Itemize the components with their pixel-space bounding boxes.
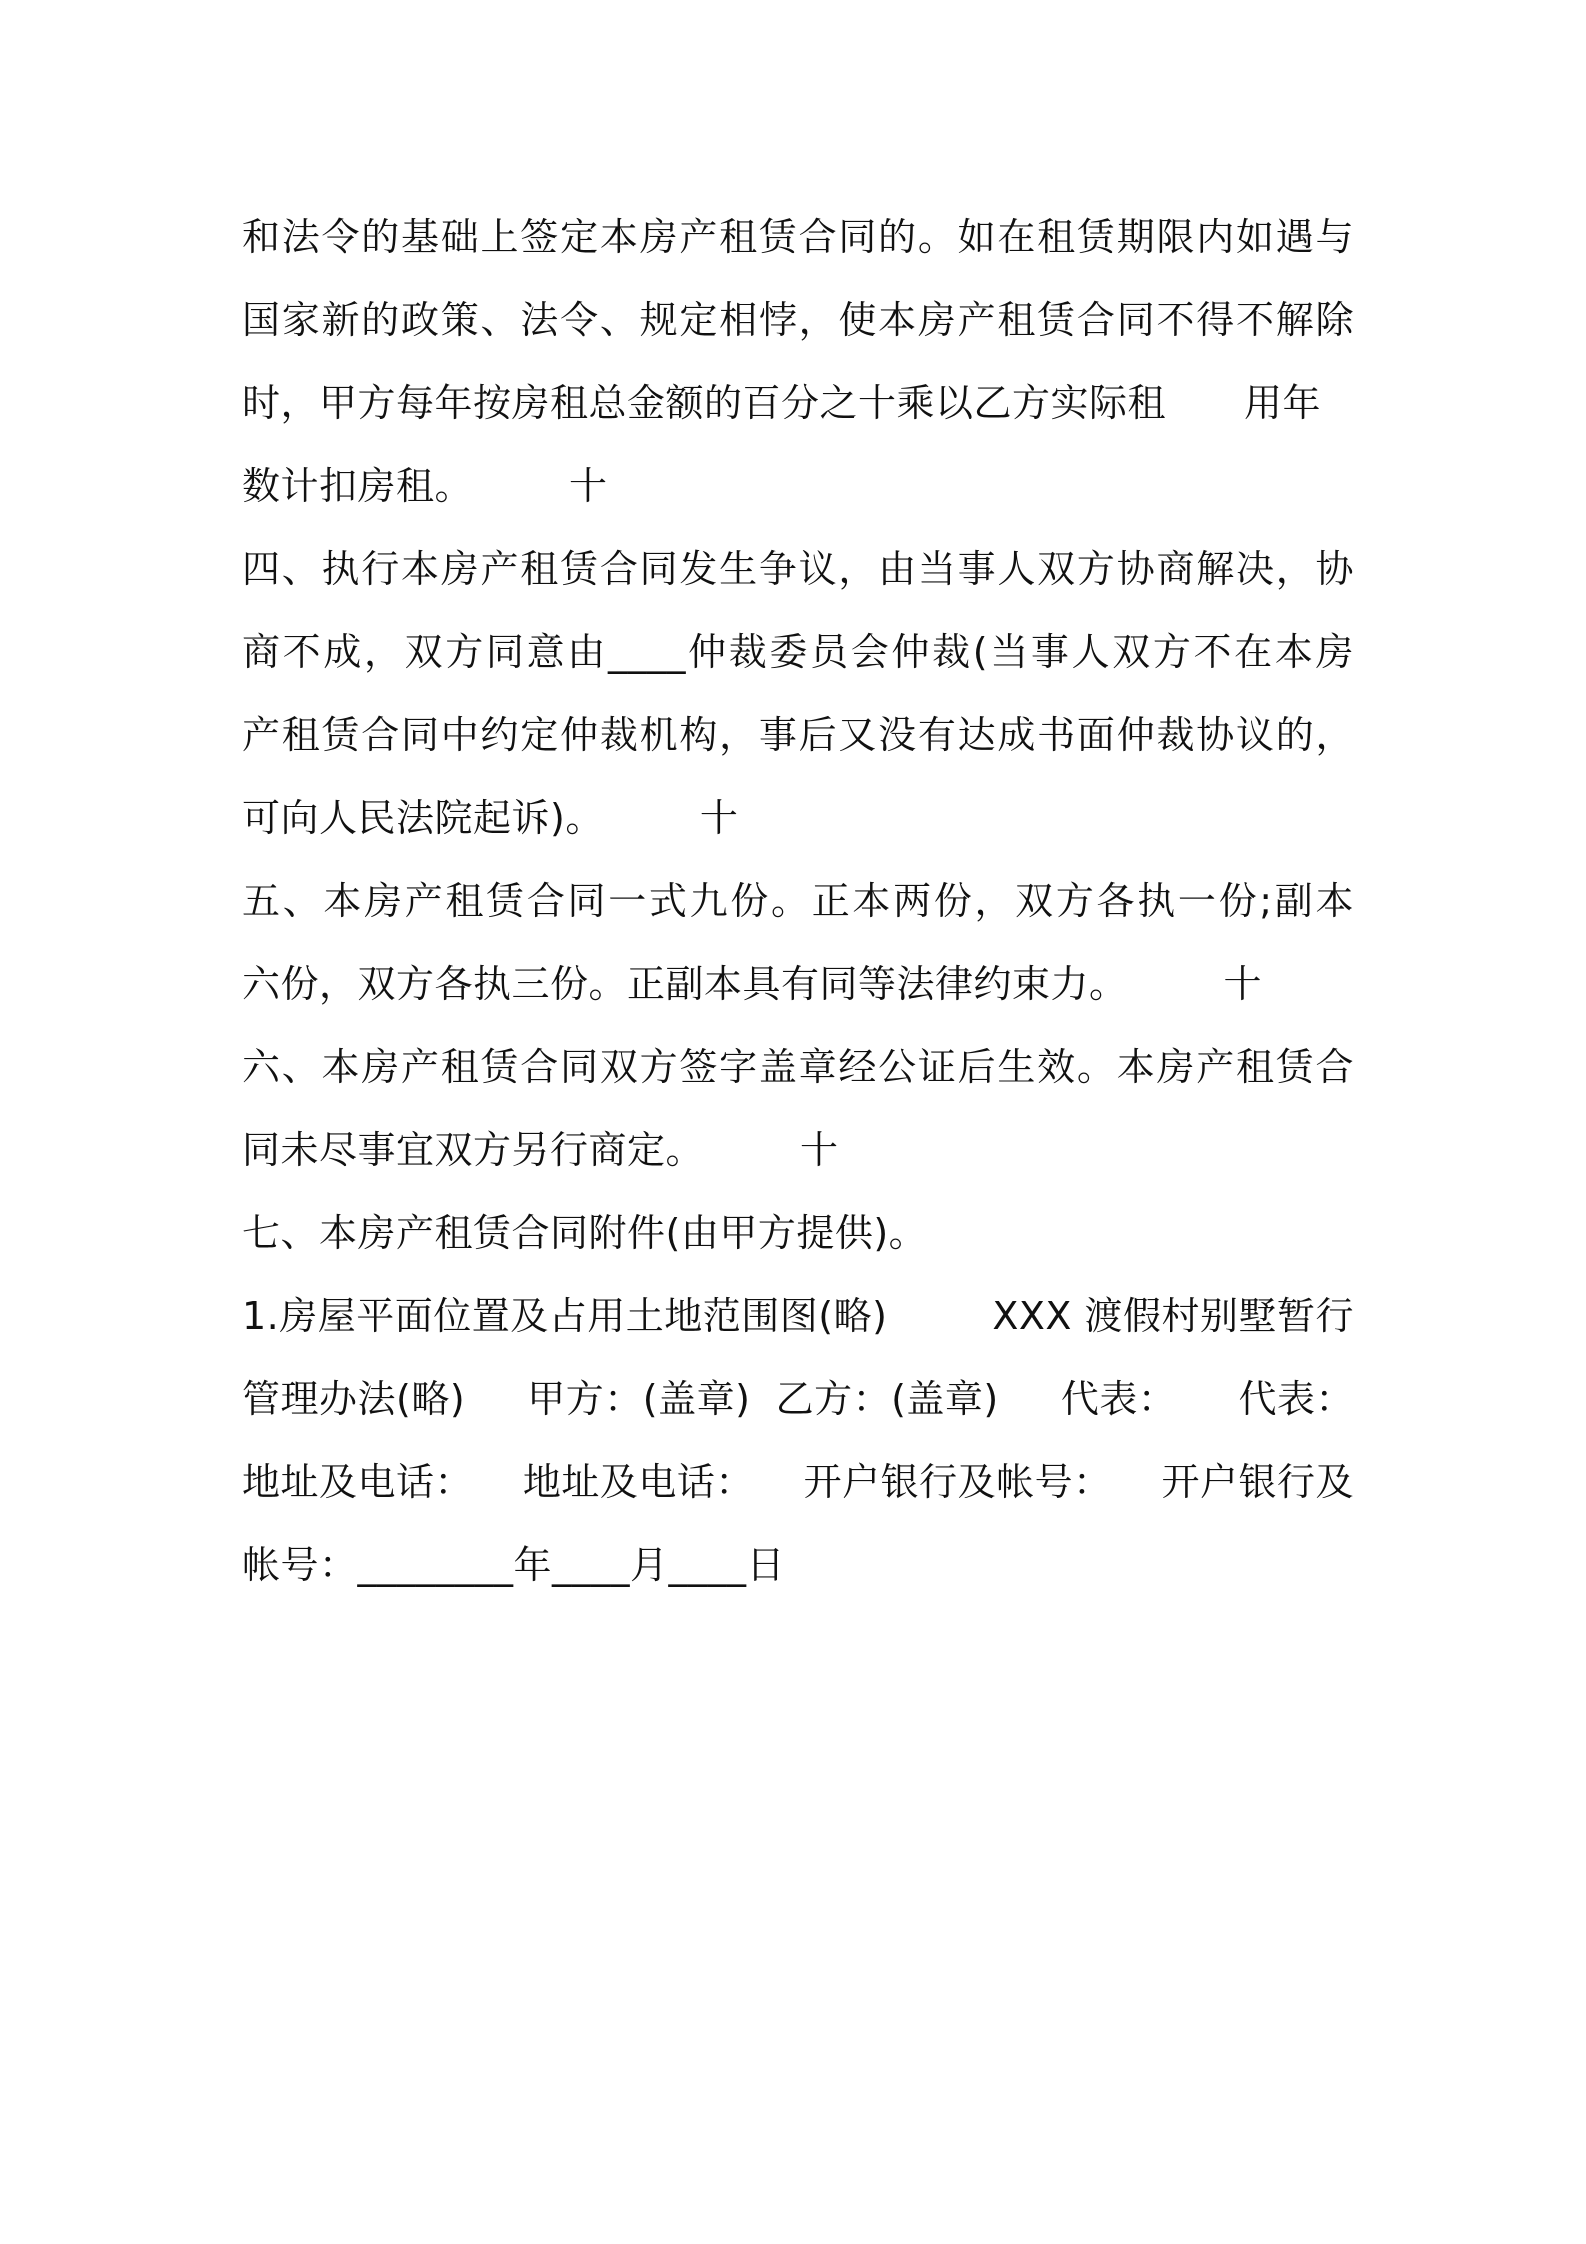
line-text: 和法令的基础上签定本房产租赁合同的。如在租赁期限内如遇与 <box>242 215 1354 259</box>
text-line-3 <box>242 362 1354 445</box>
line-text: 商不成，双方同意由____仲裁委员会仲裁(当事人双方不在本房 <box>242 630 1354 674</box>
text-line-14 <box>242 1275 1354 1358</box>
text-line-4 <box>242 445 1354 528</box>
cross-mark: 十 <box>569 464 608 508</box>
text-line-17 <box>242 1524 1354 1607</box>
bank-account-label: 开户银行及 <box>1161 1460 1354 1504</box>
text-line-8 <box>242 777 1354 860</box>
line-text: 六份，双方各执三份。正副本具有同等法律约束力。 <box>242 962 1128 1006</box>
text-line-12 <box>242 1109 1354 1192</box>
representative-label: 代表： <box>1060 1377 1177 1421</box>
cross-mark: 十 <box>1223 962 1263 1006</box>
line-text: 六、本房产租赁合同双方签字盖章经公证后生效。本房产租赁合 <box>242 1045 1354 1089</box>
line-text: 1.房屋平面位置及占用土地范围图(略) <box>242 1294 888 1338</box>
text-line-2 <box>242 279 1354 362</box>
signature-parties: 甲方：(盖章) 乙方：(盖章) <box>527 1377 999 1421</box>
line-text: 可向人民法院起诉)。 <box>242 796 604 840</box>
cross-mark: 十 <box>699 796 739 840</box>
line-text: 五、本房产租赁合同一式九份。正本两份，双方各执一份;副本 <box>242 879 1354 923</box>
line-text: 数计扣房租。 <box>242 464 474 508</box>
cross-mark: 十 <box>800 1128 839 1172</box>
address-label: 地址及电话： <box>242 1460 474 1504</box>
line-text: 四、执行本房产租赁合同发生争议，由当事人双方协商解决，协 <box>242 547 1354 591</box>
bank-account-label: 开户银行及帐号： <box>803 1460 1112 1504</box>
text-line-9 <box>242 860 1354 943</box>
text-line-11 <box>242 1026 1354 1109</box>
date-line: 帐号：________年____月____日 <box>242 1543 786 1587</box>
text-line-6 <box>242 611 1354 694</box>
line-text: 七、本房产租赁合同附件(由甲方提供)。 <box>242 1211 928 1255</box>
representative-label: 代表： <box>1238 1377 1354 1421</box>
text-line-16 <box>242 1441 1354 1524</box>
text-line-10 <box>242 943 1354 1026</box>
line-text: 产租赁合同中约定仲裁机构，事后又没有达成书面仲裁协议的， <box>242 713 1354 757</box>
text-line-15 <box>242 1358 1354 1441</box>
line-text-tail: XXX 渡假村别墅暂行 <box>992 1294 1354 1338</box>
line-text: 国家新的政策、法令、规定相悖，使本房产租赁合同不得不解除 <box>242 298 1354 342</box>
line-text-tail: 用年 <box>1244 381 1322 425</box>
address-label: 地址及电话： <box>522 1460 754 1504</box>
line-text: 同未尽事宜双方另行商定。 <box>242 1128 705 1172</box>
line-text: 管理办法(略) <box>242 1377 466 1421</box>
text-line-7 <box>242 694 1354 777</box>
text-line-1 <box>242 196 1354 279</box>
text-line-13 <box>242 1192 1354 1275</box>
line-text: 时，甲方每年按房租总金额的百分之十乘以乙方实际租 <box>242 381 1167 425</box>
document-body <box>242 196 1354 1607</box>
text-line-5 <box>242 528 1354 611</box>
